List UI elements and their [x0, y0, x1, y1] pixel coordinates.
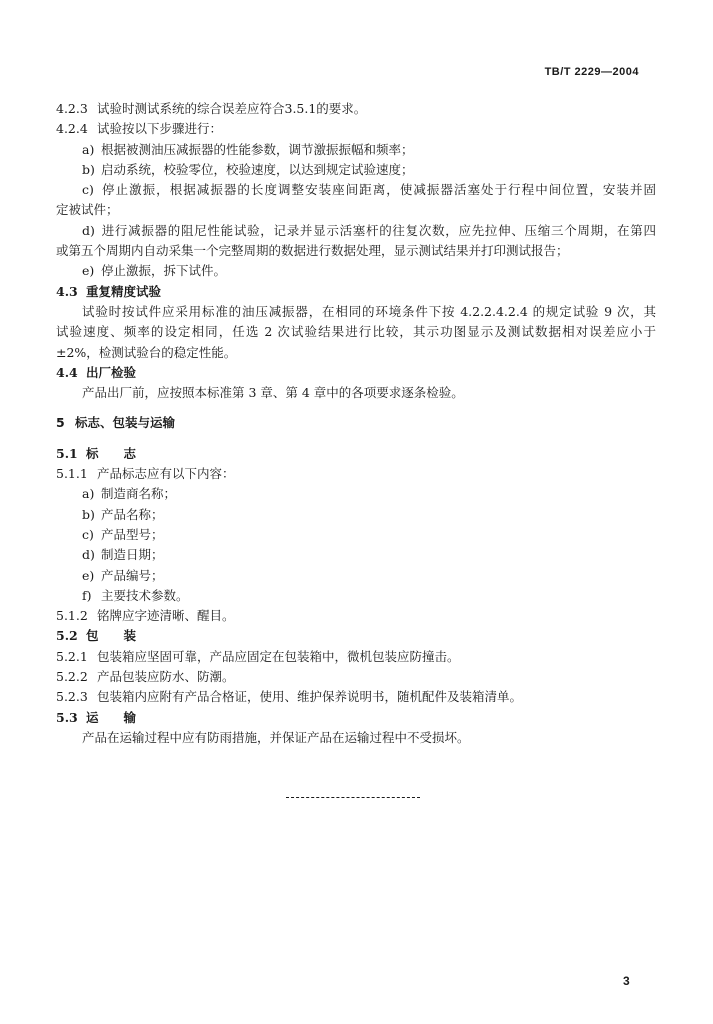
standard-number: TB/T 2229—2004 [544, 66, 639, 78]
item-text: 启动系统，校验零位，校验速度，以达到规定试验速度； [101, 161, 414, 177]
section-title: 标 志 [86, 445, 137, 461]
chapter-5-heading [56, 413, 656, 433]
clause-text: 产品包装应防水、防潮。 [97, 669, 235, 685]
list-item-b [56, 160, 656, 180]
clause-number: 5.2.2 [56, 669, 88, 685]
clause-text: 产品标志应有以下内容： [97, 466, 235, 482]
section-title: 运 输 [86, 709, 137, 725]
section-number: 4.3 [56, 283, 78, 299]
list-item-c [56, 180, 656, 200]
item-text: 停止激振，拆下试件。 [101, 263, 227, 279]
item-text: 产品名称； [101, 506, 164, 522]
item-marker: f) [82, 587, 92, 603]
item-text: 制造商名称； [101, 486, 177, 502]
item-marker: a) [82, 141, 95, 157]
clause-5-2-1 [56, 647, 656, 667]
clause-number: 5.2.1 [56, 648, 88, 664]
clause-5-2-3 [56, 687, 656, 707]
section-title: 出厂检验 [86, 364, 137, 380]
item-text: 或第五个周期内自动采集一个完整周期的数据进行数据处理，显示测试结果并打印测试报告； [56, 243, 569, 259]
end-of-document-rule [286, 797, 420, 798]
clause-text: 试验时测试系统的综合误差应符合3.5.1的要求。 [97, 101, 367, 116]
section-4-4-paragraph [56, 383, 656, 403]
clause-number: 5.1.2 [56, 608, 88, 624]
section-number: 5.2 [56, 628, 78, 644]
clause-text: 铭牌应字迹清晰、醒目。 [97, 608, 235, 624]
list-item-d-continued [56, 241, 656, 261]
page-number: 3 [623, 974, 630, 988]
list-item [56, 505, 656, 525]
list-item-a [56, 140, 656, 160]
clause-number: 5.1.1 [56, 466, 88, 482]
section-number: 5.1 [56, 445, 78, 461]
list-item-c-continued [56, 200, 656, 220]
list-item [56, 545, 656, 565]
chapter-number: 5 [56, 415, 65, 431]
clause-text: 包装箱内应附有产品合格证，使用、维护保养说明书，随机配件及装箱清单。 [97, 689, 523, 705]
clause-4-2-3 [56, 99, 656, 119]
paragraph-text: ±2%，检测试验台的稳定性能。 [56, 344, 237, 360]
clause-number: 5.2.3 [56, 689, 88, 705]
clause-4-2-4 [56, 119, 656, 139]
paragraph-text: 产品在运输过程中应有防雨措施，并保证产品在运输过程中不受损坏。 [82, 729, 470, 745]
item-marker: d) [82, 547, 95, 563]
item-marker: b) [82, 506, 95, 522]
list-item [56, 525, 656, 545]
section-number: 5.3 [56, 709, 78, 725]
item-text: 制造日期； [101, 547, 164, 563]
list-item-d [56, 221, 656, 241]
list-item [56, 484, 656, 504]
clause-5-1-1 [56, 464, 656, 484]
section-4-4-heading [56, 363, 656, 383]
item-marker: e) [82, 263, 95, 279]
chapter-title: 标志、包装与运输 [75, 415, 176, 431]
item-marker: a) [82, 486, 95, 502]
item-text: 根据被测油压减振器的性能参数，调节激振振幅和频率； [101, 141, 414, 157]
section-4-3-paragraph-line-1 [56, 302, 656, 322]
item-text: 主要技术参数。 [101, 587, 189, 603]
clause-number: 4.2.3 [56, 101, 88, 116]
item-marker: b) [82, 161, 95, 177]
section-4-3-paragraph-line-3 [56, 343, 656, 363]
section-title: 包 装 [86, 628, 137, 644]
document-body [56, 99, 656, 748]
clause-number: 4.2.4 [56, 121, 88, 137]
section-5-3-paragraph [56, 728, 656, 748]
clause-text: 试验按以下步骤进行： [97, 121, 223, 137]
section-5-1-heading [56, 444, 656, 464]
paragraph-text: 产品出厂前，应按照本标准第 3 章、第 4 章中的各项要求逐条检验。 [82, 385, 464, 401]
item-marker: e) [82, 567, 95, 583]
section-title: 重复精度试验 [86, 283, 162, 299]
section-4-3-heading [56, 282, 656, 302]
item-marker: c) [82, 182, 94, 198]
clause-5-2-2 [56, 667, 656, 687]
item-text: 进行减振器的阻尼性能试验，记录并显示活塞杆的往复次数，应先拉伸、压缩三个周期，在第四 [101, 222, 656, 238]
paragraph-text: 试验时按试件应采用标准的油压减振器，在相同的环境条件下按 4.2.2.4.2.4 的规定试验 9 次，其 [82, 303, 656, 319]
item-text: 停止激振，根据减振器的长度调整安装座间距离，使减振器活塞处于行程中间位置，安装并固 [101, 182, 656, 198]
item-text: 产品型号； [101, 526, 164, 542]
section-number: 4.4 [56, 364, 78, 380]
item-text: 定被试件； [56, 202, 119, 218]
item-marker: d) [82, 222, 95, 238]
list-item [56, 586, 656, 606]
list-item-e [56, 261, 656, 281]
item-text: 产品编号； [101, 567, 164, 583]
item-marker: c) [82, 526, 94, 542]
paragraph-text: 试验速度、频率的设定相同，任选 2 次试验结果进行比较，其示功图显示及测试数据相对误差应小于 [56, 324, 656, 340]
clause-5-1-2 [56, 606, 656, 626]
section-5-2-heading [56, 626, 656, 646]
list-item [56, 566, 656, 586]
clause-text: 包装箱应坚固可靠，产品应固定在包装箱中，微机包装应防撞击。 [97, 648, 460, 664]
section-5-3-heading [56, 708, 656, 728]
section-4-3-paragraph-line-2 [56, 322, 656, 342]
